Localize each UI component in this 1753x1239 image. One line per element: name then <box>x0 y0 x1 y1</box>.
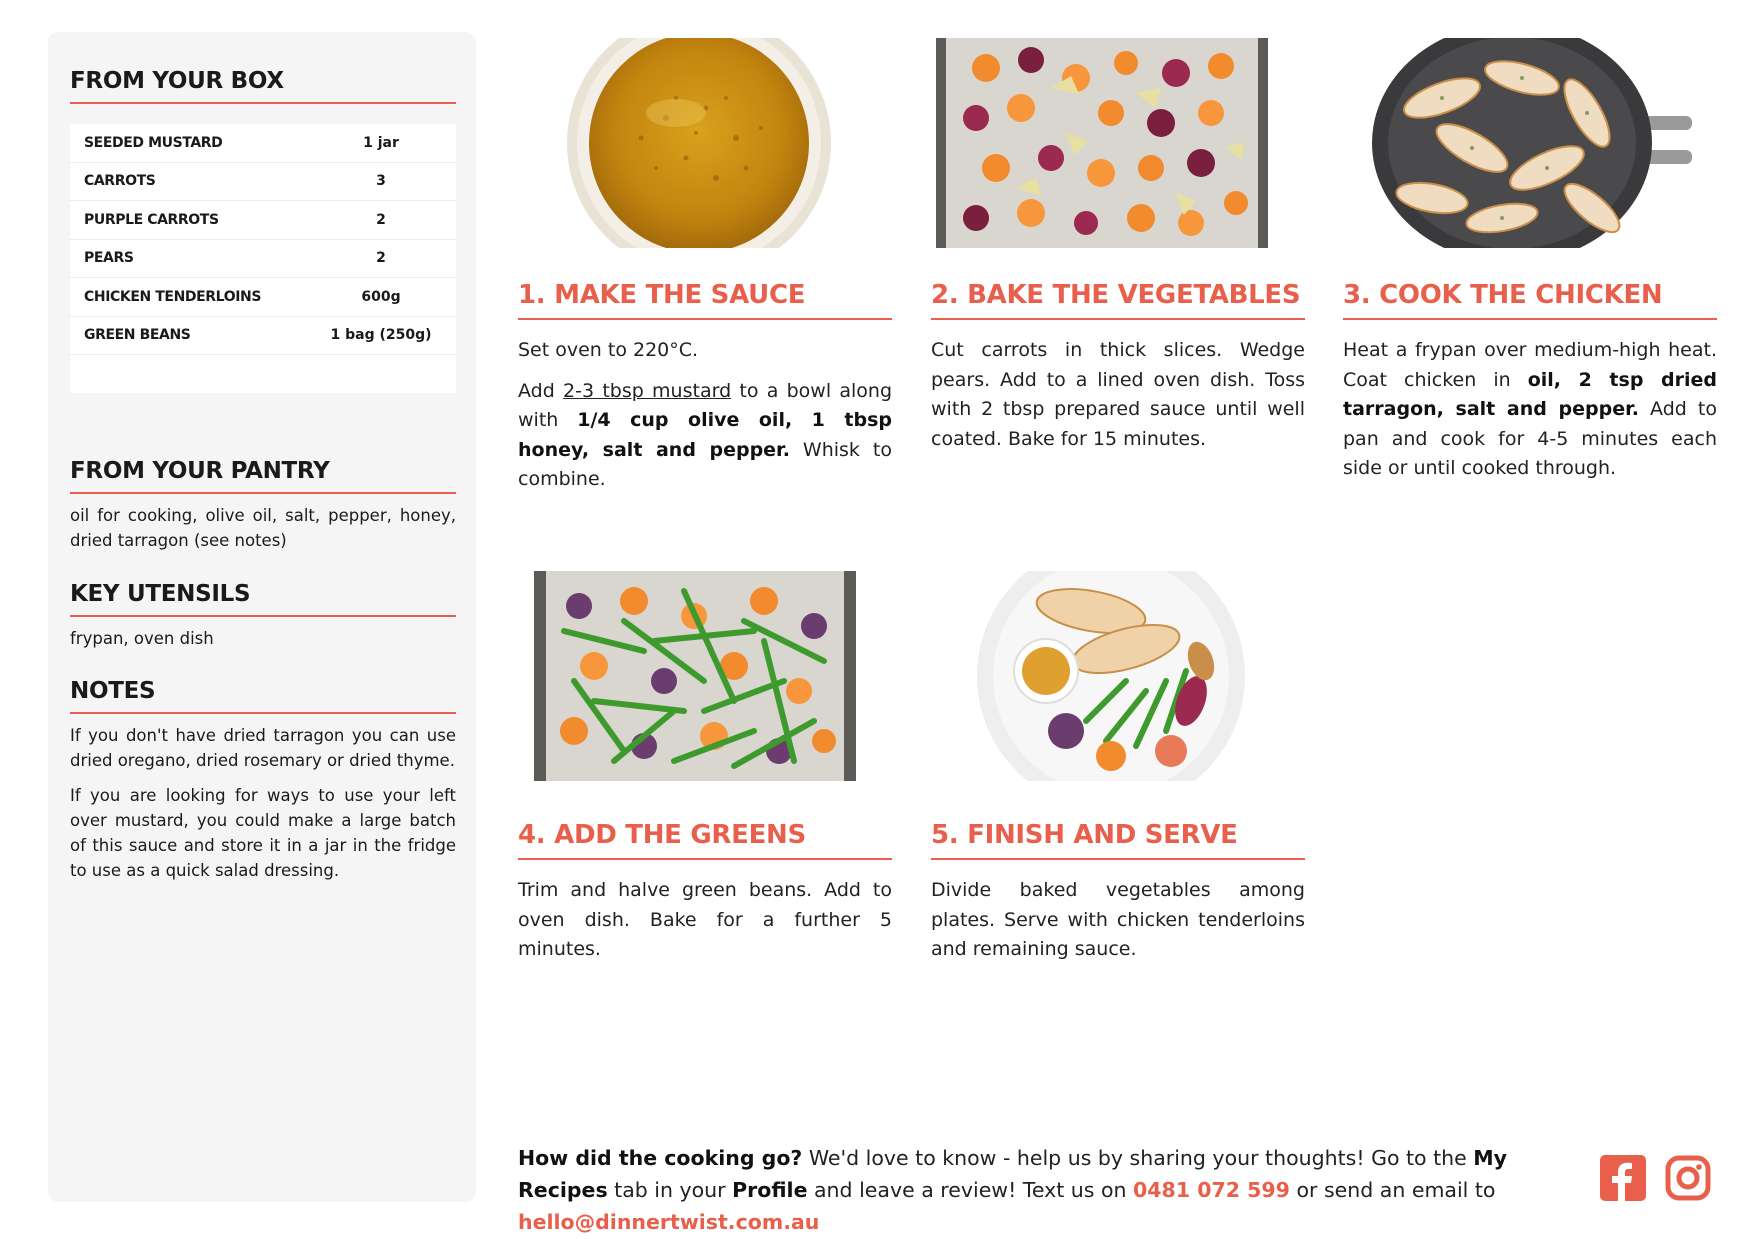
step-5-text <box>931 876 1305 976</box>
ingredient-name: CHICKEN TENDERLOINS <box>84 288 262 305</box>
text-span: tab in your <box>607 1178 733 1202</box>
table-row <box>70 124 456 163</box>
step-4-text <box>518 876 892 976</box>
notes-paragraph: If you are looking for ways to use your left over mustard, you could make a large batch of this sauce and store it in a jar in the fridge to use as a quick salad dressing. <box>70 786 456 880</box>
profile-label: Profile <box>732 1178 808 1202</box>
table-row <box>70 163 456 202</box>
step-2-paragraph: Cut carrots in thick slices. Wedge pears. Add to a lined oven dish. Toss with 2 tbsp prepared sauce until well coated. Bake for 15 minutes. <box>931 339 1305 450</box>
ingredient-qty: 3 <box>376 173 386 190</box>
ingredient-qty: 2 <box>376 250 386 267</box>
bold-ingredients: 1/4 cup olive oil, 1 tbsp honey, salt and pepper. <box>518 409 892 461</box>
chicken-pan-photo <box>1372 38 1692 248</box>
text-span: and leave a review! Text us on <box>807 1178 1134 1202</box>
step-2-title: 2. BAKE THE VEGETABLES <box>931 280 1305 320</box>
step-1-title: 1. MAKE THE SAUCE <box>518 280 892 320</box>
table-row <box>70 240 456 279</box>
text-span: Heat a frypan over medium-high heat. Coat chicken in <box>1343 339 1717 391</box>
ingredient-name: CARROTS <box>84 173 156 190</box>
text-span: We'd love to know - help us by sharing your thoughts! Go to the <box>802 1146 1474 1170</box>
text-span: Add <box>518 379 564 402</box>
step-4-title: 4. ADD THE GREENS <box>518 820 892 860</box>
text-span: Whisk to combine. <box>518 438 892 490</box>
pantry-text: oil for cooking, olive oil, salt, pepper, honey, dried tarragon (see notes) <box>70 506 456 550</box>
table-row-empty <box>70 355 456 393</box>
step-5-title: 5. FINISH AND SERVE <box>931 820 1305 860</box>
step-3-text <box>1343 336 1717 495</box>
utensils-text: frypan, oven dish <box>70 629 214 648</box>
text-span: Add to pan and cook for 4-5 minutes each side or until cooked through. <box>1343 398 1717 479</box>
step-4-paragraph: Trim and halve green beans. Add to oven dish. Bake for a further 5 minutes. <box>518 879 892 960</box>
ingredient-qty: 1 bag (250g) <box>330 327 432 344</box>
from-your-pantry-heading: FROM YOUR PANTRY <box>70 458 456 494</box>
my-recipes-label: My Recipes <box>518 1146 1508 1202</box>
ingredient-name: PEARS <box>84 250 134 267</box>
feedback-footer <box>518 1142 1568 1238</box>
phone-link[interactable]: 0481 072 599 <box>1133 1178 1290 1202</box>
bold-ingredients: oil, 2 tsp dried tarragon, salt and pepper. <box>1343 368 1717 420</box>
ingredient-name: GREEN BEANS <box>84 327 191 344</box>
from-your-box-heading: FROM YOUR BOX <box>70 68 456 104</box>
step-1-text <box>518 336 892 506</box>
plated-dish-photo <box>976 571 1246 781</box>
sauce-bowl-photo <box>566 38 832 248</box>
instagram-icon[interactable] <box>1665 1155 1711 1201</box>
step-2-text <box>931 336 1305 465</box>
step-3-paragraph <box>1343 336 1717 484</box>
mustard-amount: 2-3 tbsp mustard <box>563 379 732 402</box>
box-ingredients-table <box>70 124 456 393</box>
facebook-icon[interactable] <box>1600 1155 1646 1201</box>
notes-heading: NOTES <box>70 678 456 714</box>
key-utensils-heading: KEY UTENSILS <box>70 581 456 617</box>
email-link[interactable]: hello@dinnertwist.com.au <box>518 1210 820 1234</box>
table-row <box>70 278 456 317</box>
ingredient-qty: 600g <box>361 288 401 305</box>
ingredient-name: PURPLE CARROTS <box>84 211 219 228</box>
ingredients-sidebar <box>48 32 476 1202</box>
ingredient-qty: 2 <box>376 211 386 228</box>
notes-paragraph: If you don't have dried tarragon you can use dried oregano, dried rosemary or dried thyme. <box>70 726 456 770</box>
footer-question: How did the cooking go? <box>518 1146 803 1170</box>
vegetable-tray-photo <box>936 38 1268 248</box>
green-beans-tray-photo <box>534 571 856 781</box>
step-3-title: 3. COOK THE CHICKEN <box>1343 280 1717 320</box>
step-1-paragraph <box>518 377 892 495</box>
text-span: to a bowl along with <box>518 379 893 431</box>
table-row <box>70 317 456 356</box>
ingredient-name: SEEDED MUSTARD <box>84 134 223 151</box>
step-5-paragraph: Divide baked vegetables among plates. Serve with chicken tenderloins and remaining sauce. <box>931 879 1305 960</box>
text-span: or send an email to <box>1289 1178 1496 1202</box>
ingredient-qty: 1 jar <box>363 134 399 151</box>
table-row <box>70 201 456 240</box>
step-1-paragraph: Set oven to 220°C. <box>518 339 699 361</box>
